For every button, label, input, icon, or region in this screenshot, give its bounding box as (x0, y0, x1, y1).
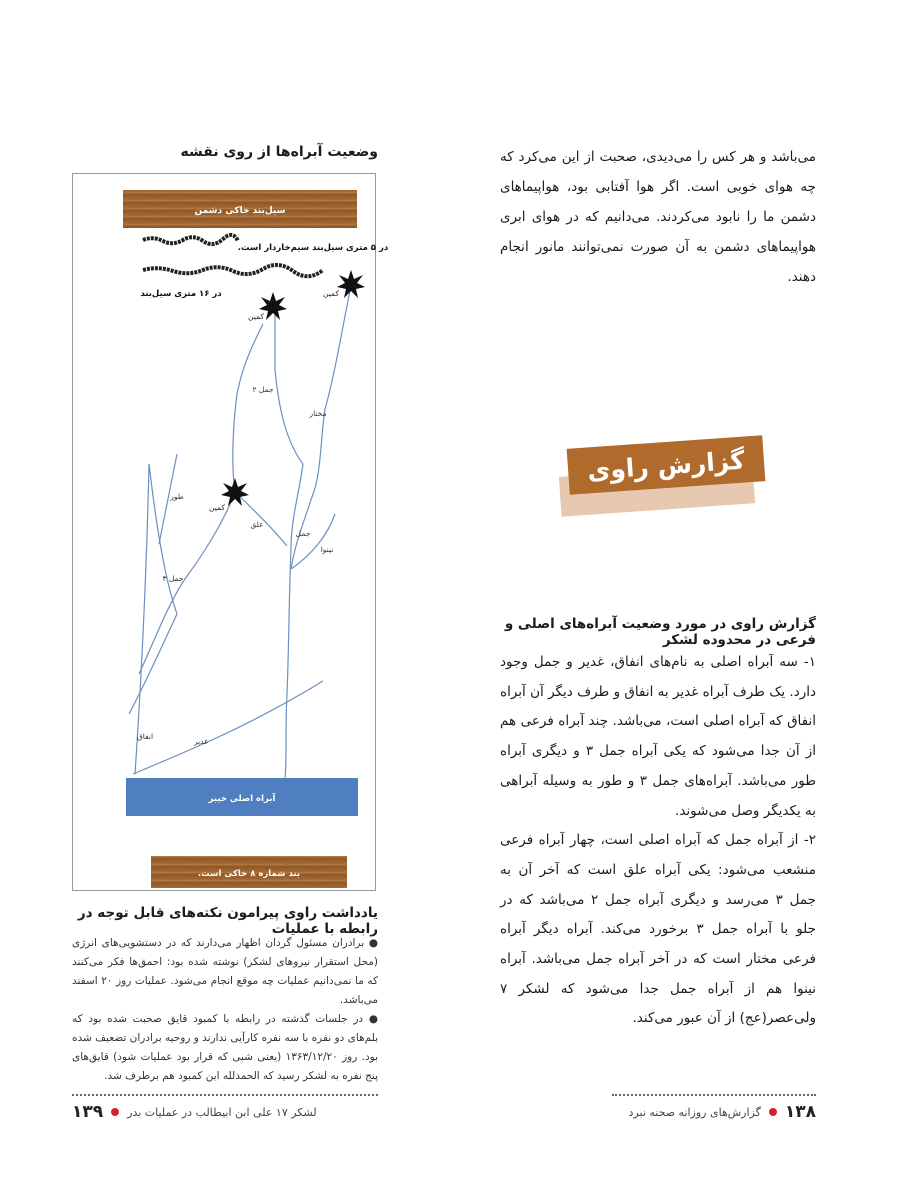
footer-dot-icon (111, 1108, 119, 1116)
channel-mokhtar-path (291, 286, 351, 569)
barbed-wire-line-2 (143, 265, 323, 276)
channel-alagh-branch (235, 492, 287, 546)
note-item-1: ● برادران مسئول گردان اظهار می‌دارند که در دستشویی‌های انرژی (محل استقرار نیروهای لشکر) نوشته شده بود: احمق‌ها فکر می‌کنند که ما نمی‌دانیم عملیات چه موقع انجام می‌شود. عملیات روز ۲۰ اسفند می‌باشد. (72, 937, 378, 1006)
label-tour: طور (170, 492, 184, 501)
label-enfagh: انفاق (136, 732, 154, 741)
channel-jamal-path (285, 464, 303, 779)
left-footer-text: لشکر ۱۷ علی ابن ابیطالب در عملیات بدر (127, 1105, 317, 1119)
ambush-label-1: کمین (323, 289, 339, 298)
report-body (500, 648, 816, 1034)
note-item-2: ● در جلسات گذشته در رابطه با کمبود قایق صحبت شده بود که بلم‌های دو نفره با سه نفره کارآیی ندارند و روحیه برادران تضعیف شده بود. روز ۱۳۶۳/۱۲/۲۰ (یعنی شبی که قرار بود عملیات شود) قایق‌های پنج نفره به لشکر رسید که الحمدلله این کمبود هم برطرف شد. (72, 1013, 378, 1082)
label-alagh: علق (250, 520, 264, 529)
channel-jamal3-path (129, 614, 177, 714)
footer-dot-icon (769, 1108, 777, 1116)
label-ninava: نینوا (320, 545, 334, 554)
label-jamal2: جمل ۲ (252, 385, 274, 394)
label-jamal3: جمل ۳ (162, 574, 184, 583)
report-heading: گزارش راوی در مورد وضعیت آبراه‌های اصلی و فرعی در محدوده لشکر (504, 616, 816, 648)
wire-label-5m: در ۵ متری سیل‌بند سیم‌خاردار است. (237, 243, 389, 253)
left-page-number: ۱۳۹ (72, 1102, 104, 1122)
right-footer-text: گزارش‌های روزانه صحنه نبرد (628, 1105, 761, 1119)
label-jamal: جمل (295, 529, 311, 538)
channel-tour-path (149, 464, 177, 614)
barbed-wire-line-1 (143, 235, 238, 244)
map-svg (73, 174, 389, 890)
report-paragraph-2: ۲- از آبراه جمل که آبراه اصلی است، چهار آبراه فرعی منشعب می‌شود: یکی آبراه علق است که آخر آن به جمل ۳ می‌رسد و دیگری آبراه جمل ۲ می‌باشد که در جلو با آبراه جمل ۳ برخورد می‌کند. آبراه دیگر آبراه فرعی مختار است که در آخر آبراه جمل می‌باشد. آبراه نینوا هم از آبراه جمل جدا می‌شود که لشکر ۷ ولی‌عصر(عج) از آن عبور می‌کند. (500, 832, 816, 1027)
channel-alagh-path (139, 492, 235, 674)
waterway-map (72, 173, 389, 891)
right-footer-rule (612, 1094, 816, 1096)
ambush-label-3: کمین (209, 503, 225, 512)
left-footer (72, 1102, 317, 1122)
ambush-star-1 (337, 270, 365, 298)
main-channel-label: آبراه اصلی خیبر (208, 794, 276, 804)
section-banner (558, 434, 768, 526)
waterways (129, 286, 351, 779)
notes-body (72, 934, 378, 1086)
left-footer-rule (72, 1094, 378, 1096)
right-footer (629, 1102, 816, 1122)
map-title: وضعیت آبراه‌ها از روی نقشه (180, 144, 378, 160)
banner-title: گزارش راوی (567, 435, 766, 495)
report-paragraph-1: ۱- سه آبراه اصلی به نام‌های انفاق، غدیر و جمل وجود دارد. یک طرف آبراه غدیر به انفاق و طرف دیگر آن آبراه انفاق که آبراه اصلی است، می‌باشد. چند آبراه فرعی هم از آن جدا می‌شود که یکی آبراه جمل ۳ و دیگری آبراه طور می‌باشد. آبراه‌های جمل ۳ و طور به وسیله آبراهی به یکدیگر وصل می‌شوند. (500, 654, 817, 819)
channel-jamal2-path (275, 306, 303, 464)
label-mokhtar: مختار (309, 409, 327, 418)
ambush-label-2: کمین (248, 312, 264, 321)
channel-ambush-path (233, 324, 263, 492)
right-page-number: ۱۳۸ (784, 1102, 816, 1122)
channel-left-edge (135, 464, 149, 774)
wire-label-16m: در ۱۶ متری سیل‌بند (140, 289, 222, 299)
channel-ghadir-path (133, 681, 323, 774)
label-ghadir: غدیر (193, 737, 209, 746)
notes-title: یادداشت راوی پیرامون نکته‌های قابل توجه در رابطه با عملیات (77, 905, 378, 937)
enemy-embankment-label: سیل‌بند خاکی دشمن (194, 206, 286, 216)
intro-paragraph: می‌باشد و هر کس را می‌دیدی، صحبت از این می‌کرد که چه هوای خوبی است. اگر هوا آفتابی بود، هواپیماهای دشمن ما را نابود می‌کردند. می‌دانیم که در هوای ابری هواپیماهای دشمن به آن صورت نمی‌توانند مانور انجام دهند. (500, 149, 816, 285)
bottom-embankment-label: بند شماره ۸ خاکی است. (197, 869, 301, 879)
